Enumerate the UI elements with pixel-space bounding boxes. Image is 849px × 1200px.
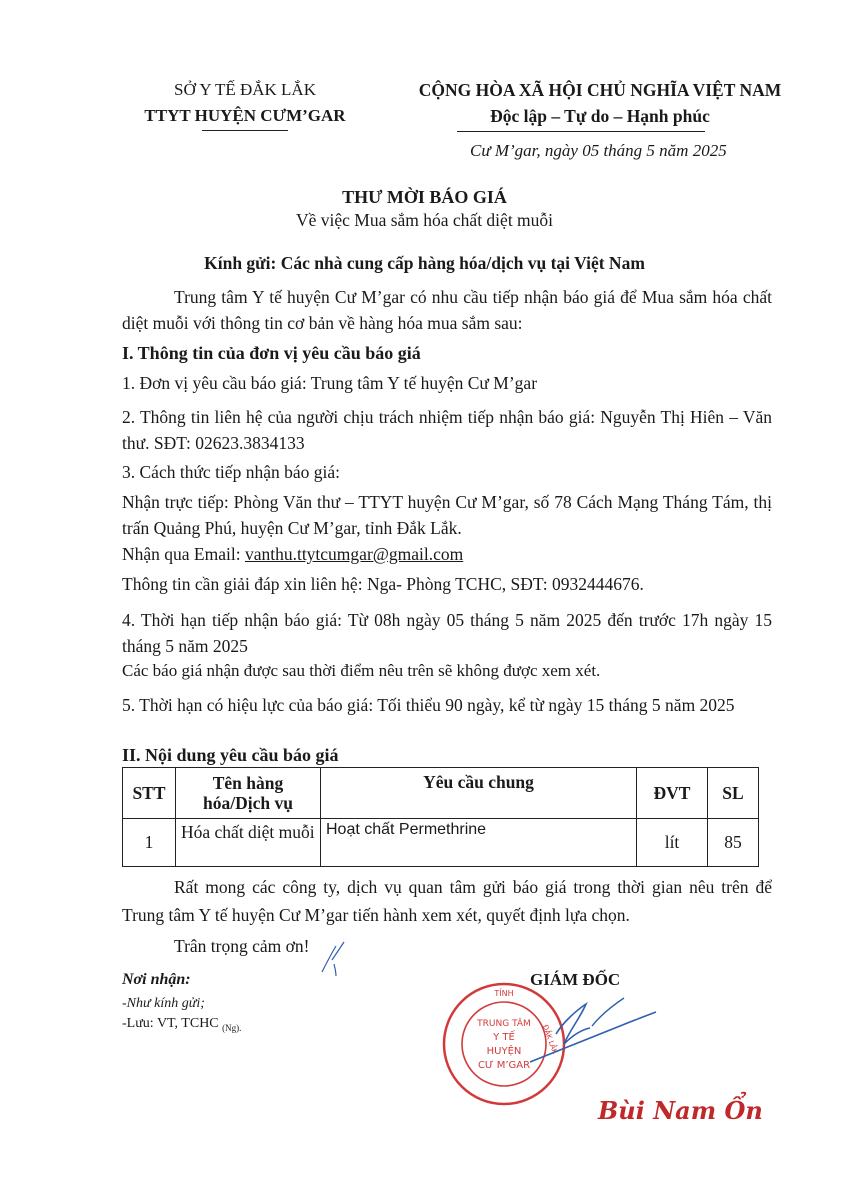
svg-text:HUYỆN: HUYỆN [486, 1046, 522, 1057]
receipt-method-heading: 3. Cách thức tiếp nhận báo giá: [122, 462, 340, 482]
section-1-heading: I. Thông tin của đơn vị yêu cầu báo giá [122, 343, 421, 363]
contact-person: 2. Thông tin liên hệ của người chịu trách nhiệm tiếp nhận báo giá: Nguyễn Thị Hiên – Văn thư. SĐT: 02623.3834133 [122, 407, 772, 453]
intro-paragraph: Trung tâm Y tế huyện Cư M’gar có nhu cầu tiếp nhận báo giá để Mua sắm hóa chất diệt muỗi với thông tin cơ bản về hàng hóa mua sắm sau: [122, 287, 772, 333]
recipients-heading: Nơi nhận: [122, 971, 191, 988]
recipients-line-2-sub: (Ng). [222, 1022, 242, 1033]
recipient-line: Kính gửi: Các nhà cung cấp hàng hóa/dịch vụ tại Việt Nam [204, 253, 645, 273]
receipt-deadline: 4. Thời hạn tiếp nhận báo giá: Từ 08h ngày 05 tháng 5 năm 2025 đến trước 17h ngày 15 tháng 5 năm 2025 [122, 610, 772, 656]
receipt-email-label: Nhận qua Email: [122, 544, 245, 564]
thanks-line: Trân trọng cảm ơn! [174, 936, 310, 956]
svg-text:CƯ M’GAR: CƯ M’GAR [477, 1060, 531, 1071]
cell-quantity: 85 [708, 819, 759, 867]
director-title: GIÁM ĐỐC [530, 970, 621, 989]
svg-text:ĐẮK LẮK: ĐẮK LẮK [540, 1023, 559, 1055]
cell-unit: lít [637, 819, 708, 867]
table-header-row [123, 768, 759, 819]
col-unit: ĐVT [637, 768, 708, 819]
agency-parent: SỞ Y TẾ ĐẮK LẮK [174, 80, 316, 99]
cell-item-name: Hóa chất diệt muỗi [176, 819, 321, 867]
col-requirements: Yêu cầu chung [321, 768, 637, 819]
cell-requirements: Hoạt chất Permethrine [321, 819, 637, 867]
initial-mark-icon [318, 938, 348, 978]
recipients-line-2 [122, 1016, 241, 1033]
col-item-name: Tên hàng hóa/Dịch vụ [176, 768, 321, 819]
svg-text:TRUNG TÂM: TRUNG TÂM [477, 1019, 531, 1029]
agency-name: TTYT HUYỆN CƯM’GAR [144, 106, 346, 125]
col-quantity: SL [708, 768, 759, 819]
document-title: THƯ MỜI BÁO GIÁ [342, 187, 507, 207]
svg-text:TỈNH: TỈNH [494, 989, 514, 998]
national-motto: Độc lập – Tự do – Hạnh phúc [490, 106, 710, 126]
recipients-line-1: -Như kính gửi; [122, 996, 205, 1011]
late-quote-note: Các báo giá nhận được sau thời điểm nêu trên sẽ không được xem xét. [122, 661, 601, 680]
agency-underline [202, 130, 288, 131]
table-row [123, 819, 759, 867]
recipients-line-2-text: -Lưu: VT, TCHC [122, 1016, 219, 1031]
national-title: CỘNG HÒA XÃ HỘI CHỦ NGHĨA VIỆT NAM [418, 80, 782, 100]
signer-name: Bùi Nam Ổn [598, 1096, 763, 1125]
receipt-direct: Nhận trực tiếp: Phòng Văn thư – TTYT huyện Cư M’gar, số 78 Cách Mạng Tháng Tám, thị trấn Quảng Phú, huyện Cư M’gar, tỉnh Đắk Lắk. [122, 492, 772, 538]
document-subtitle: Về việc Mua sắm hóa chất diệt muỗi [295, 210, 554, 230]
requesting-unit: 1. Đơn vị yêu cầu báo giá: Trung tâm Y tế huyện Cư M’gar [122, 373, 538, 393]
contact-info: Thông tin cần giải đáp xin liên hệ: Nga- Phòng TCHC, SĐT: 0932444676. [122, 574, 644, 594]
svg-text:Y TẾ: Y TẾ [493, 1032, 515, 1043]
col-stt: STT [123, 768, 176, 819]
section-2-heading: II. Nội dung yêu cầu báo giá [122, 745, 339, 765]
receipt-email [122, 544, 463, 565]
closing-paragraph: Rất mong các công ty, dịch vụ quan tâm gửi báo giá trong thời gian nêu trên để Trung tâm Y tế huyện Cư M’gar tiến hành xem xét, quyết định lựa chọn. [122, 877, 772, 925]
document-date: Cư M’gar, ngày 05 tháng 5 năm 2025 [470, 141, 727, 160]
quote-validity: 5. Thời hạn có hiệu lực của báo giá: Tối thiểu 90 ngày, kể từ ngày 15 tháng 5 năm 2025 [122, 695, 735, 715]
cell-stt: 1 [123, 819, 176, 867]
motto-underline [457, 131, 705, 132]
email-link[interactable]: vanthu.ttytcumgar@gmail.com [244, 544, 464, 564]
director-signature [520, 990, 660, 1080]
quote-request-table [122, 767, 759, 867]
